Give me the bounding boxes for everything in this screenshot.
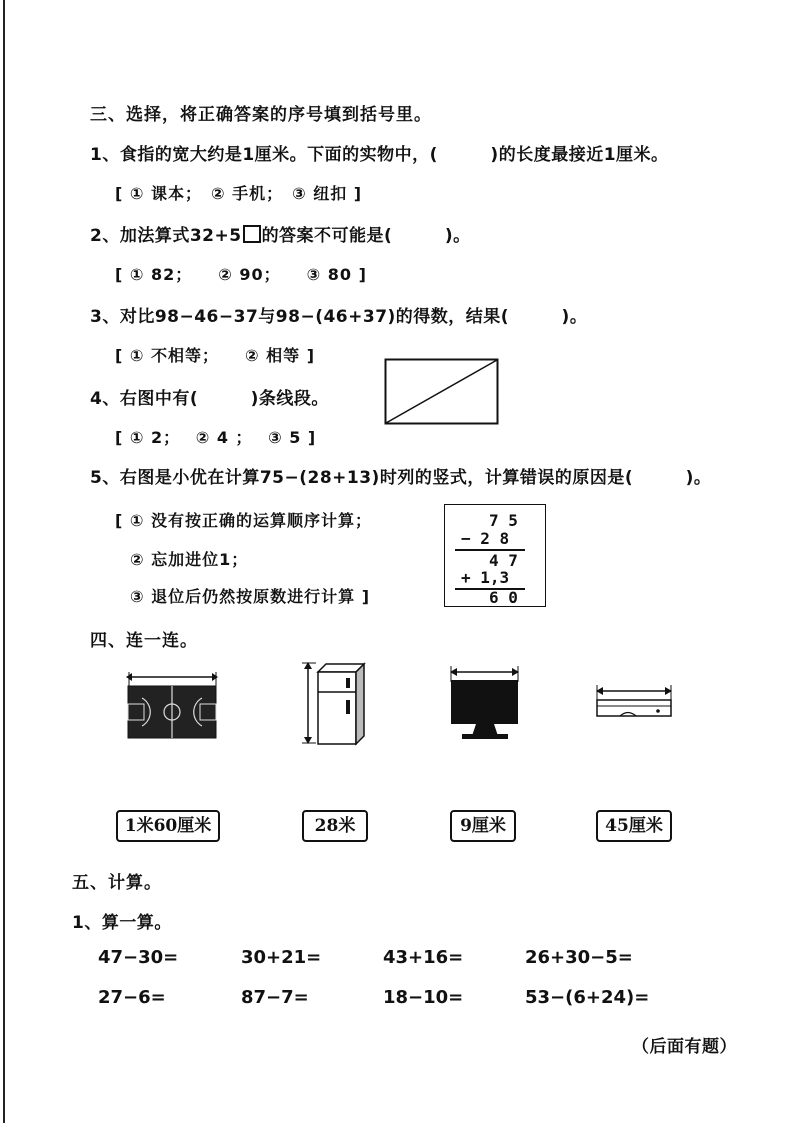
refrigerator-icon	[300, 660, 368, 746]
vcalc-row-2: − 2 8	[461, 529, 510, 548]
vcalc-row-4: + 1,3	[461, 568, 510, 587]
footer-note: （后面有题）	[632, 1037, 737, 1057]
calc-r1-c2: 30+21=	[241, 947, 322, 968]
vcalc-row-1: 7 5	[489, 511, 518, 530]
vcalc-row-5: 6 0	[489, 588, 518, 607]
label-28m: 28米	[302, 810, 368, 842]
monitor-icon	[448, 664, 522, 740]
calc-r1-c4: 26+30−5=	[525, 947, 633, 968]
label-9cm: 9厘米	[450, 810, 516, 842]
section-4-title: 四、连一连。	[90, 631, 198, 651]
q2-stem	[90, 221, 471, 246]
vertical-calculation	[444, 504, 546, 607]
label-1m60cm: 1米60厘米	[116, 810, 220, 842]
section-5-title: 五、计算。	[72, 873, 162, 893]
calc-r2-c4: 53−(6+24)=	[525, 987, 650, 1008]
rectangle-diagonal-figure	[384, 358, 500, 426]
q2-stem-tail: 的答案不可能是( )。	[261, 226, 471, 246]
section-3-title: 三、选择，将正确答案的序号填到括号里。	[90, 105, 432, 125]
q2-stem-head: 2、加法算式32+5	[90, 226, 242, 246]
q3-options: [ ① 不相等； ② 相等 ]	[115, 346, 316, 365]
calc-r2-c3: 18−10=	[383, 987, 464, 1008]
calc-r1-c1: 47−30=	[98, 947, 179, 968]
page-left-border	[3, 0, 5, 1123]
calc-r2-c1: 27−6=	[98, 987, 166, 1008]
calc-r1-c3: 43+16=	[383, 947, 464, 968]
label-45cm: 45厘米	[596, 810, 672, 842]
q5-stem: 5、右图是小优在计算75−(28+13)时列的竖式，计算错误的原因是( )。	[90, 468, 712, 488]
calc-r2-c2: 87−7=	[241, 987, 309, 1008]
q1-stem: 1、食指的宽大约是1厘米。下面的实物中，( )的长度最接近1厘米。	[90, 145, 669, 165]
q2-options: [ ① 82； ② 90； ③ 80 ]	[115, 265, 367, 284]
blank-square-icon	[243, 225, 261, 243]
q4-stem: 4、右图中有( )条线段。	[90, 389, 329, 409]
q5-option-1: [ ① 没有按正确的运算顺序计算；	[115, 511, 373, 530]
section-5-sub1: 1、算一算。	[72, 913, 172, 933]
q4-options: [ ① 2； ② 4 ； ③ 5 ]	[115, 428, 317, 447]
q5-option-2: ② 忘加进位1；	[130, 550, 249, 569]
q3-stem: 3、对比98−46−37与98−(46+37)的得数，结果( )。	[90, 307, 588, 327]
ruler-box-icon	[594, 684, 674, 720]
q5-option-3: ③ 退位后仍然按原数进行计算 ]	[130, 587, 371, 606]
basketball-court-icon	[124, 670, 220, 740]
vcalc-row-3: 4 7	[489, 551, 518, 570]
q1-options: [ ① 课本； ② 手机； ③ 纽扣 ]	[115, 184, 363, 203]
